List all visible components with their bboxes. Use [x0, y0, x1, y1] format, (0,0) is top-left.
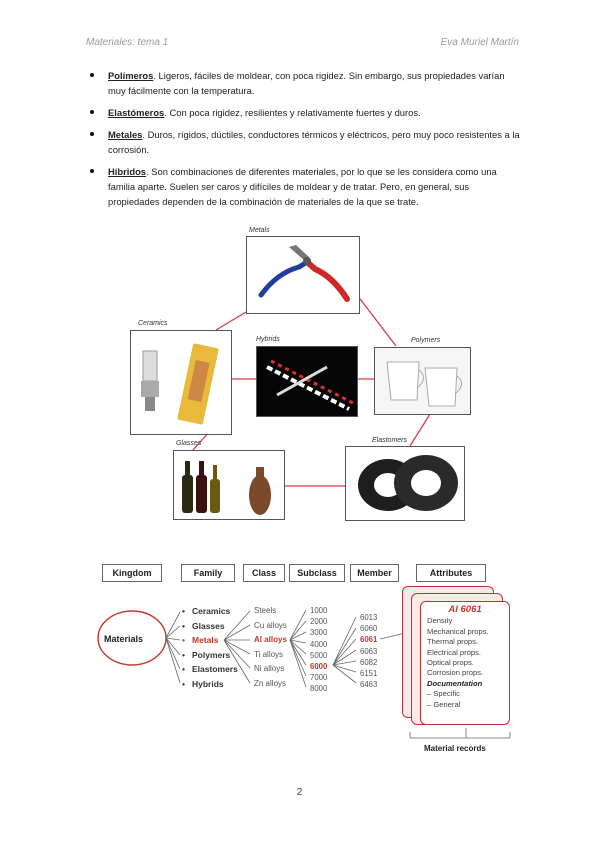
family-item: • Hybrids — [182, 678, 224, 689]
kingdom-materials: Materials — [104, 634, 144, 644]
record-attribute: Corrosion props. — [427, 668, 484, 678]
class-item-selected: Al alloys — [254, 635, 287, 644]
page-number: 2 — [296, 787, 303, 798]
header-right: Eva Muriel Martín — [440, 37, 519, 48]
label-elastomers: Elastomers — [372, 437, 408, 444]
bullet-text: . Con poca rigidez, resilientes y relativamente fuertes y duros. — [164, 107, 421, 118]
record-attribute: Thermal props. — [427, 637, 479, 647]
col-header-member: Member — [350, 564, 399, 582]
class-item: Cu alloys — [254, 620, 287, 630]
label-hybrids: Hybrids — [256, 336, 280, 343]
family-item: • Elastomers — [182, 664, 238, 674]
family-label: Elastomers — [192, 664, 238, 674]
header-left: Materiales: tema 1 — [86, 37, 169, 48]
record-title: Al 6061 — [448, 604, 482, 615]
bullet-text: . Ligeros, fáciles de moldear, con poca rigidez. Sin embargo, sus propiedades varían muy fácilmente con la temperatura. — [108, 70, 505, 96]
bullet-term: Polímeros — [108, 70, 154, 81]
family-label: Metals — [192, 635, 219, 645]
col-header-family: Family — [181, 564, 235, 582]
family-item: • Glasses — [182, 620, 225, 631]
subclass-item: 2000 — [310, 617, 328, 627]
class-item: Ti alloys — [254, 649, 284, 659]
family-label: Polymers — [192, 649, 231, 660]
member-item: 6060 — [360, 624, 378, 634]
bullet-text: . Duros, rígidos, dúctiles, conductores térmicos y eléctricos, pero muy poco resistentes a la corrosión. — [108, 129, 520, 155]
family-label: Glasses — [192, 620, 225, 631]
member-list — [360, 612, 377, 690]
record-doc-title: Documentation — [427, 678, 483, 688]
member-item: 6013 — [360, 613, 378, 622]
material-record-card — [420, 601, 510, 725]
family-item: • Polymers — [182, 649, 231, 660]
subclass-item: 3000 — [310, 628, 328, 638]
member-item: 6082 — [360, 657, 378, 667]
record-doc-item: – General — [427, 699, 461, 709]
record-attribute: Electrical props. — [427, 647, 482, 657]
col-header-subclass: Subclass — [289, 564, 345, 582]
class-item: Steels — [254, 606, 277, 615]
class-item: Ni alloys — [254, 664, 285, 673]
label-glasses: Glasses — [176, 440, 202, 447]
bullet-term: Híbridos — [108, 166, 147, 177]
subclass-item: 1000 — [310, 606, 328, 615]
class-list — [254, 604, 287, 691]
class-item: Zn alloys — [254, 678, 287, 688]
family-item-selected: • Metals — [182, 635, 219, 645]
records-label: Material records — [424, 744, 486, 753]
subclass-item: 4000 — [310, 639, 328, 649]
family-label: Ceramics — [192, 606, 231, 616]
record-attribute: Optical props. — [427, 658, 474, 668]
record-attribute: Mechanical props. — [427, 626, 489, 636]
member-item: 6063 — [360, 646, 378, 656]
family-label: Hybrids — [192, 678, 224, 689]
member-item-selected: 6061 — [360, 635, 378, 645]
subclass-list — [310, 605, 327, 695]
subclass-item: 7000 — [310, 673, 328, 683]
col-header-kingdom: Kingdom — [102, 564, 162, 582]
bullet-term: Elastómeros — [108, 107, 165, 118]
record-doc-item: – Specific — [427, 689, 460, 699]
subclass-item: 5000 — [310, 650, 328, 660]
record-attribute: Density — [427, 616, 453, 626]
bullet-text: . Son combinaciones de diferentes materiales, por lo que se les considera como una familia aparte. Suelen ser caros y difíciles de moldear y de tratar. Pero, en general, sus propiedades dependen de la combinación de materiales de la que se trate. — [108, 166, 497, 207]
family-item: • Ceramics — [182, 606, 231, 616]
member-item: 6151 — [360, 669, 378, 679]
subclass-item-selected: 6000 — [310, 662, 328, 672]
label-ceramics: Ceramics — [138, 320, 168, 327]
member-item: 6463 — [360, 680, 378, 690]
subclass-item: 8000 — [310, 684, 328, 694]
label-metals: Metals — [249, 227, 270, 234]
label-polymers: Polymers — [411, 337, 441, 344]
col-header-attributes: Attributes — [416, 564, 486, 582]
bullet-term: Metales — [108, 129, 143, 140]
family-list — [182, 604, 238, 691]
col-header-class: Class — [243, 564, 285, 582]
